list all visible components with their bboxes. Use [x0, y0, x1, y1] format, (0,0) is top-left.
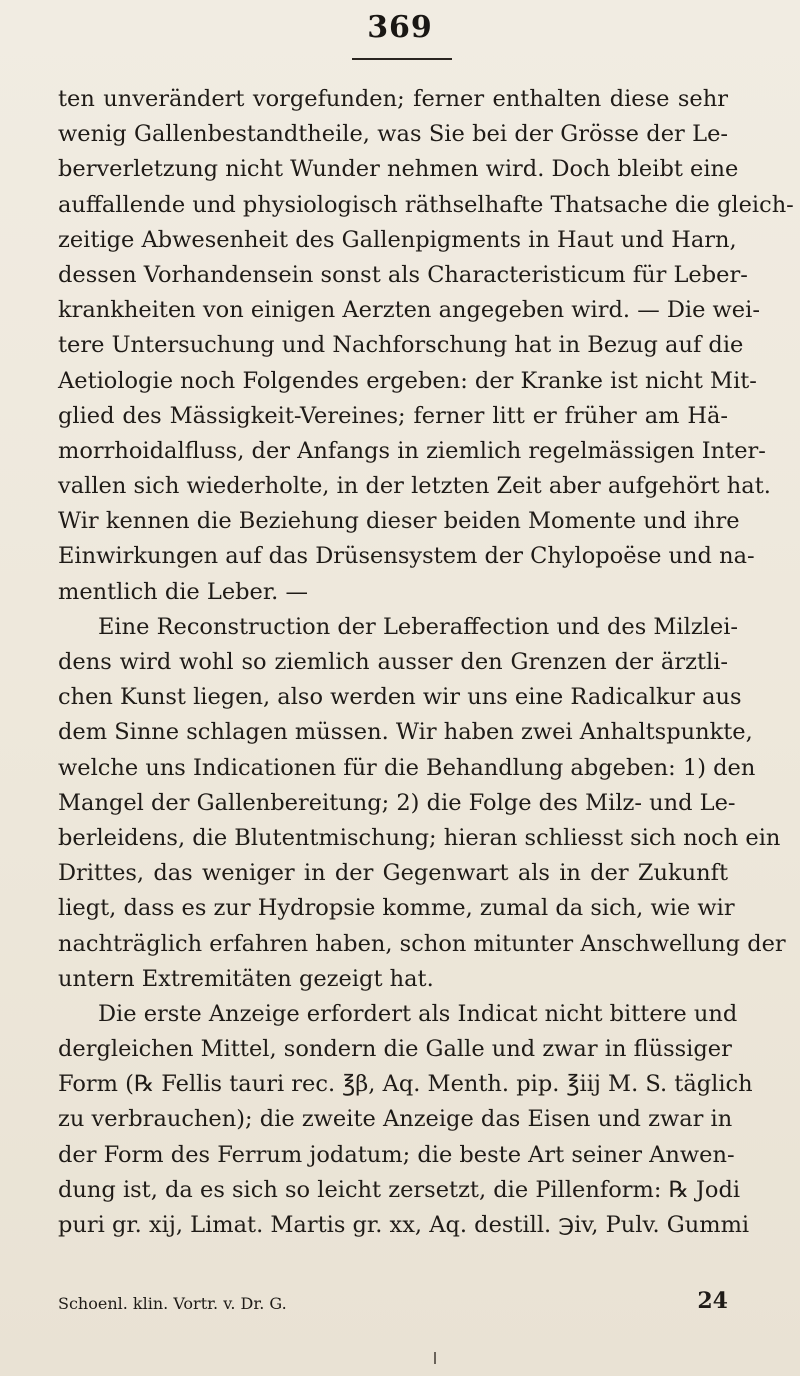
text-line: dessen Vorhandensein sonst als Characteristicum für Leber- [58, 261, 748, 288]
text-line: morrhoidalfluss, der Anfangs in ziemlich regelmässigen Inter- [58, 437, 766, 464]
text-line: berverletzung nicht Wunder nehmen wird. Doch bleibt eine [58, 156, 739, 183]
text-line: Mangel der Gallenbereitung; 2) die Folge des Milz- und Le- [58, 789, 736, 816]
text-line: auffallende und physiologisch räthselhafte Thatsache die gleich- [58, 191, 794, 218]
page-number: 369 [367, 10, 433, 45]
text-line: wenig Gallenbestandtheile, was Sie bei der Grösse der Le- [58, 121, 728, 148]
text-line: Einwirkungen auf das Drüsensystem der Chylopoëse und na- [58, 543, 755, 570]
text-line: der Form des Ferrum jodatum; die beste Art seiner Anwen- [58, 1141, 735, 1168]
footer-source: Schoenl. klin. Vortr. v. Dr. G. [58, 1294, 287, 1313]
text-line: Aetiologie noch Folgendes ergeben: der Kranke ist nicht Mit- [58, 367, 757, 394]
text-line: Wir kennen die Beziehung dieser beiden Momente und ihre [58, 508, 740, 535]
text-line: dem Sinne schlagen müssen. Wir haben zwei Anhaltspunkte, [58, 719, 753, 746]
text-line: mentlich die Leber. — [58, 578, 308, 605]
text-line: ten unverändert vorgefunden; ferner enthalten diese sehr [58, 86, 728, 112]
text-line: Drittes, das weniger in der Gegenwart als in der Zukunft [58, 860, 728, 887]
text-line: krankheiten von einigen Aerzten angegeben wird. — Die wei- [58, 297, 760, 324]
text-line: dergleichen Mittel, sondern die Galle und zwar in flüssiger [58, 1036, 732, 1063]
text-line: vallen sich wiederholte, in der letzten Zeit aber aufgehört hat. [58, 473, 771, 500]
text-line: untern Extremitäten gezeigt hat. [58, 965, 434, 992]
text-line: chen Kunst liegen, also werden wir uns eine Radicalkur aus [58, 684, 742, 711]
text-line: dung ist, da es sich so leicht zersetzt, die Pillenform: ℞ Jodi [58, 1176, 741, 1203]
text-line: glied des Mässigkeit-Vereines; ferner litt er früher am Hä- [58, 402, 728, 429]
text-line: Form (℞ Fellis tauri rec. ℥β, Aq. Menth. pip. ℥iij M. S. täglich [58, 1071, 753, 1098]
text-line: zu verbrauchen); die zweite Anzeige das Eisen und zwar in [58, 1106, 733, 1133]
text-line: welche uns Indicationen für die Behandlung abgeben: 1) den [58, 754, 756, 781]
text-line: tere Untersuchung und Nachforschung hat in Bezug auf die [58, 332, 744, 359]
bottom-mark [434, 1352, 436, 1364]
text-line: nachträglich erfahren haben, schon mitunter Anschwellung der [58, 930, 786, 957]
text-line: berleidens, die Blutentmischung; hieran schliesst sich noch ein [58, 824, 781, 851]
page-number-underline [352, 58, 452, 60]
text-line: zeitige Abwesenheit des Gallenpigments in Haut und Harn, [58, 226, 737, 253]
text-line: puri gr. xij, Limat. Martis gr. xx, Aq. destill. ℈iv, Pulv. Gummi [58, 1212, 750, 1238]
text-line: dens wird wohl so ziemlich ausser den Grenzen der ärztli- [58, 649, 728, 675]
footer-signature: 24 [697, 1288, 728, 1314]
text-line: liegt, dass es zur Hydropsie komme, zumal da sich, wie wir [58, 895, 735, 922]
body-text [58, 82, 794, 1243]
page-footer [58, 1288, 728, 1318]
text-line: Die erste Anzeige erfordert als Indicat nicht bittere und [98, 1000, 738, 1027]
text-line: Eine Reconstruction der Leberaffection und des Milzlei- [98, 613, 738, 640]
